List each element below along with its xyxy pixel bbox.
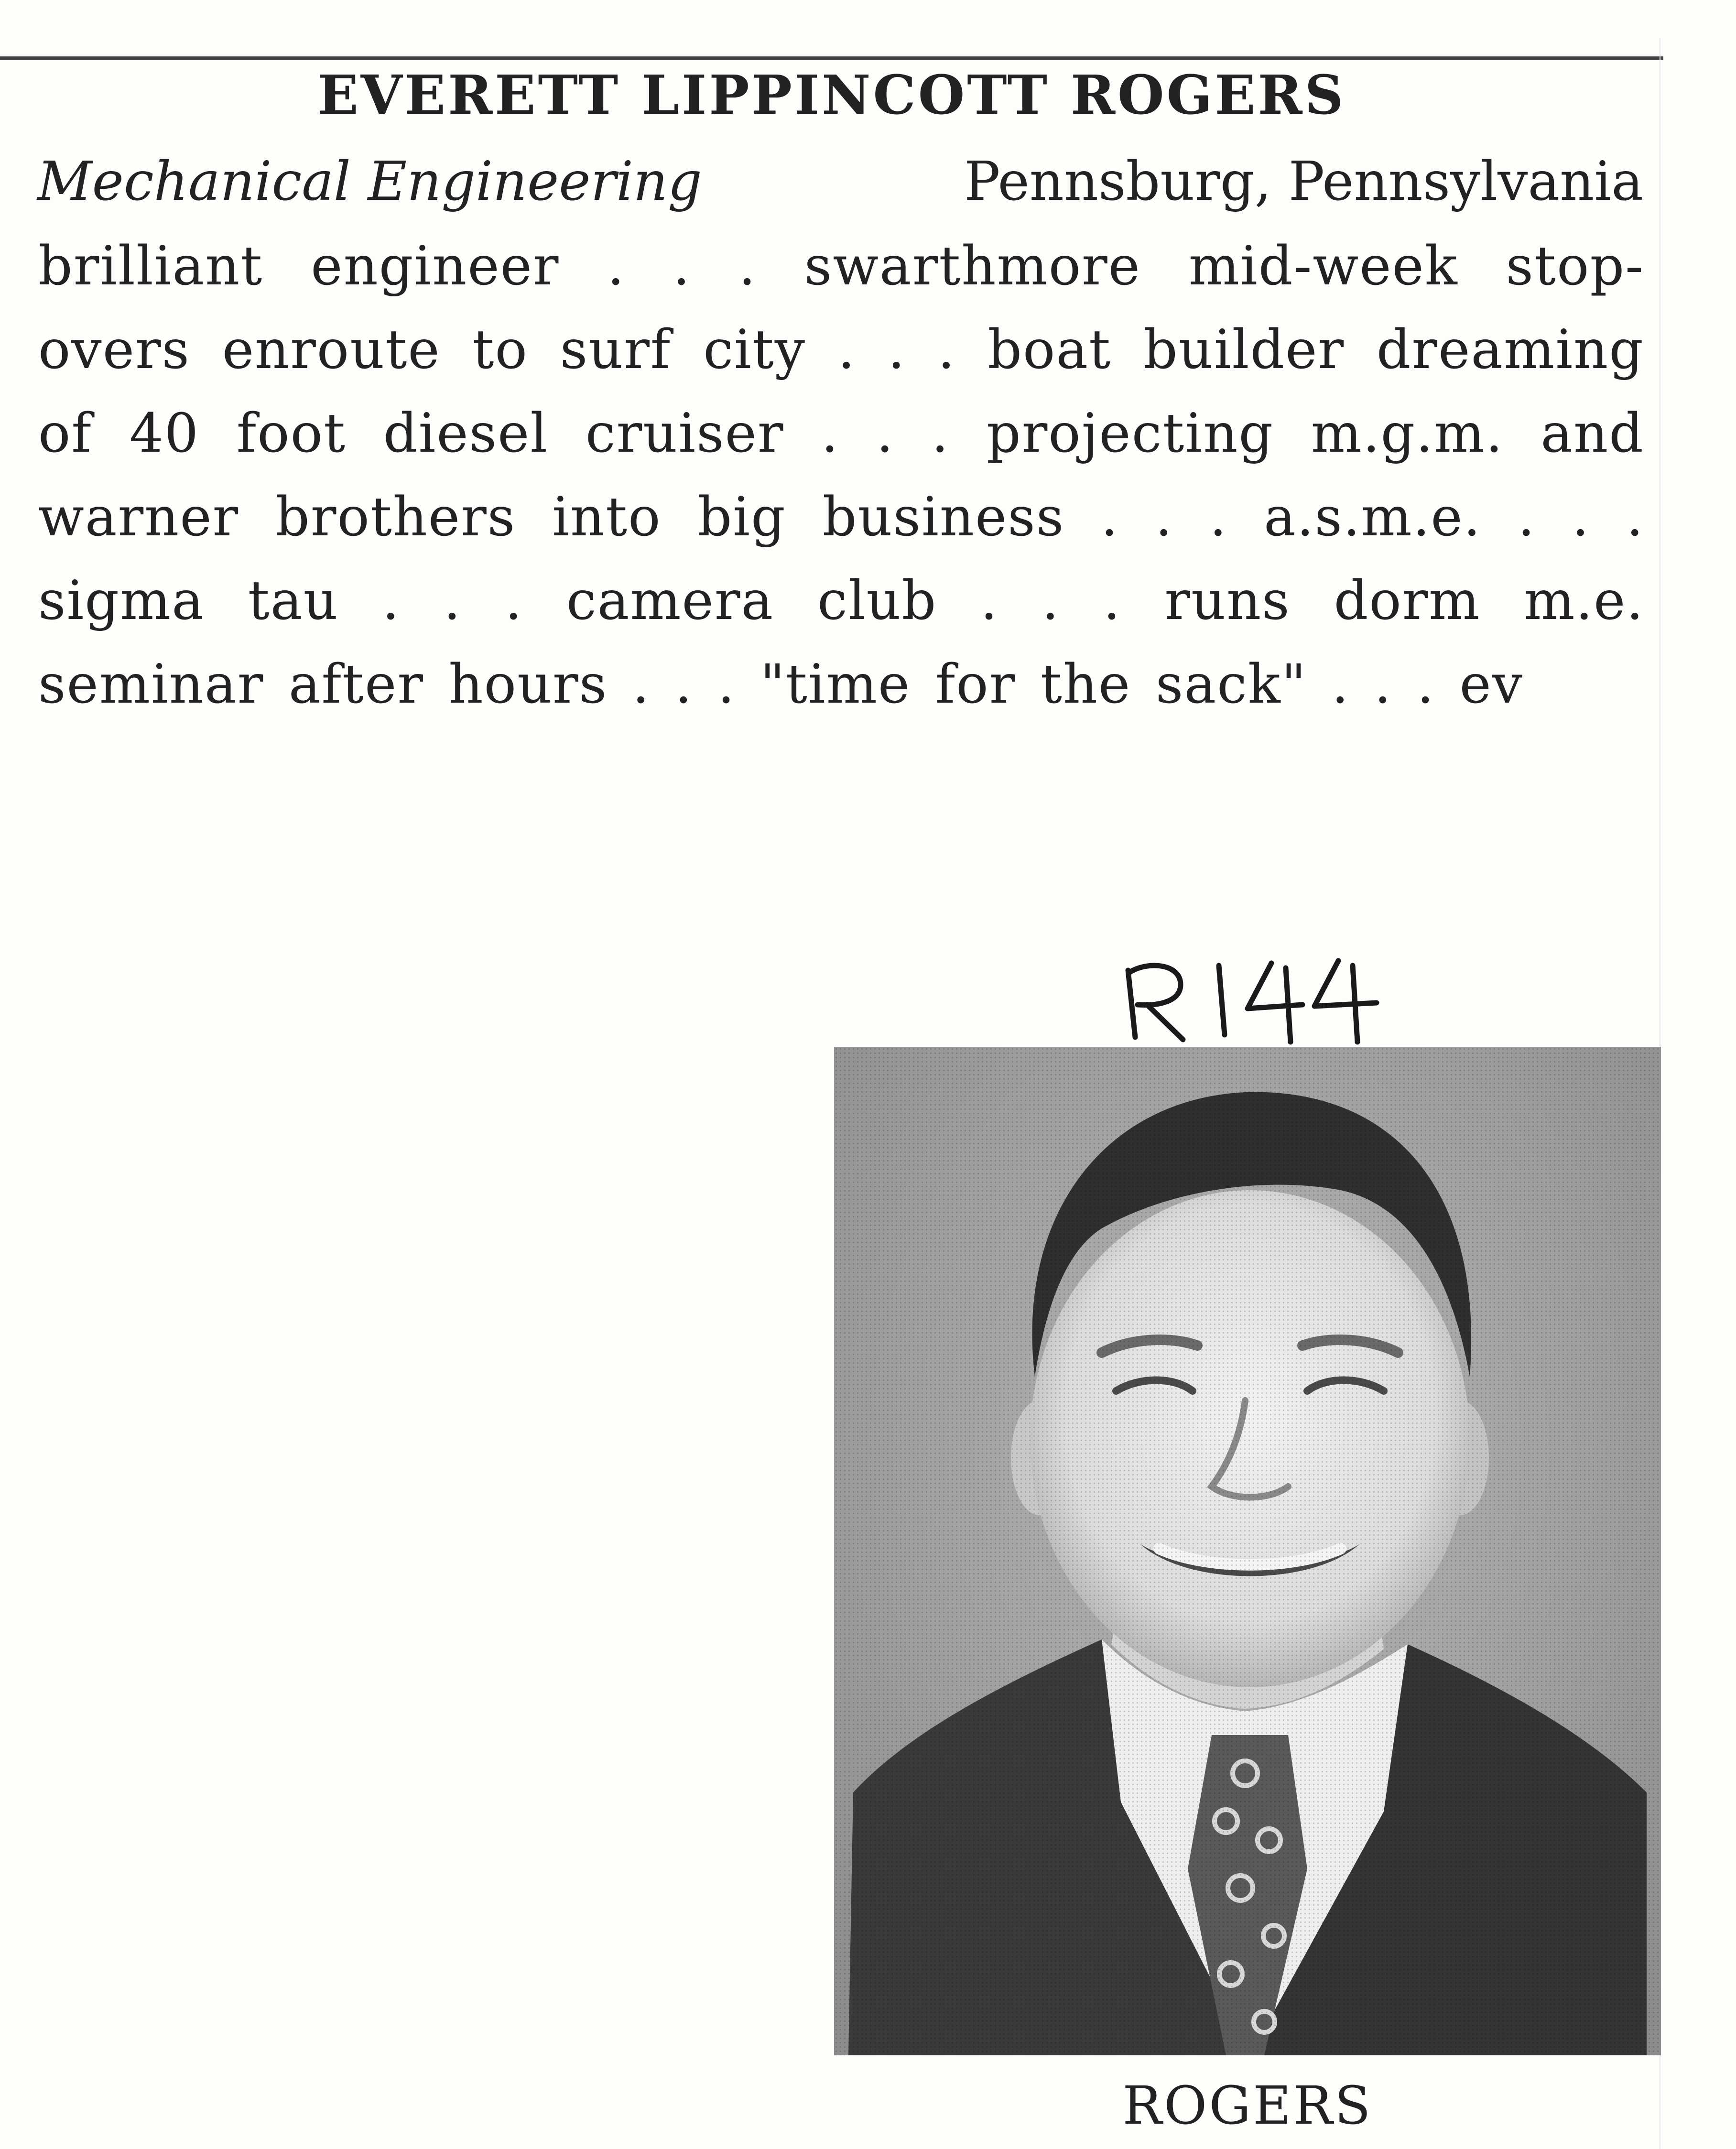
photo-caption: ROGERS <box>1122 2075 1373 2136</box>
bio-line: brilliant engineer . . . swarthmore mid-week stop- <box>38 235 1644 297</box>
major-hometown-line <box>37 146 1643 217</box>
bio-line: warner brothers into big business . . . a.s.m.e. . . . <box>38 486 1644 548</box>
bio-line: overs enroute to surf city . . . boat builder dreaming <box>38 319 1644 381</box>
bio-line: of 40 foot diesel cruiser . . . projecting m.g.m. and <box>38 402 1644 465</box>
major: Mechanical Engineering <box>37 151 702 213</box>
portrait-photo <box>834 1047 1661 2055</box>
top-rule <box>0 56 1663 60</box>
handwritten-note <box>1118 951 1386 1056</box>
bio-line: sigma tau . . . camera club . . . runs dorm m.e. <box>38 570 1644 632</box>
hometown: Pennsburg, Pennsylvania <box>964 151 1643 213</box>
bio-line: seminar after hours . . . "time for the sack" . . . ev <box>38 653 1524 716</box>
portrait-illustration <box>834 1047 1661 2055</box>
bio-text <box>38 225 1644 727</box>
student-name: EVERETT LIPPINCOTT ROGERS <box>317 64 1346 127</box>
handwritten-note-drawing <box>1118 951 1386 1056</box>
